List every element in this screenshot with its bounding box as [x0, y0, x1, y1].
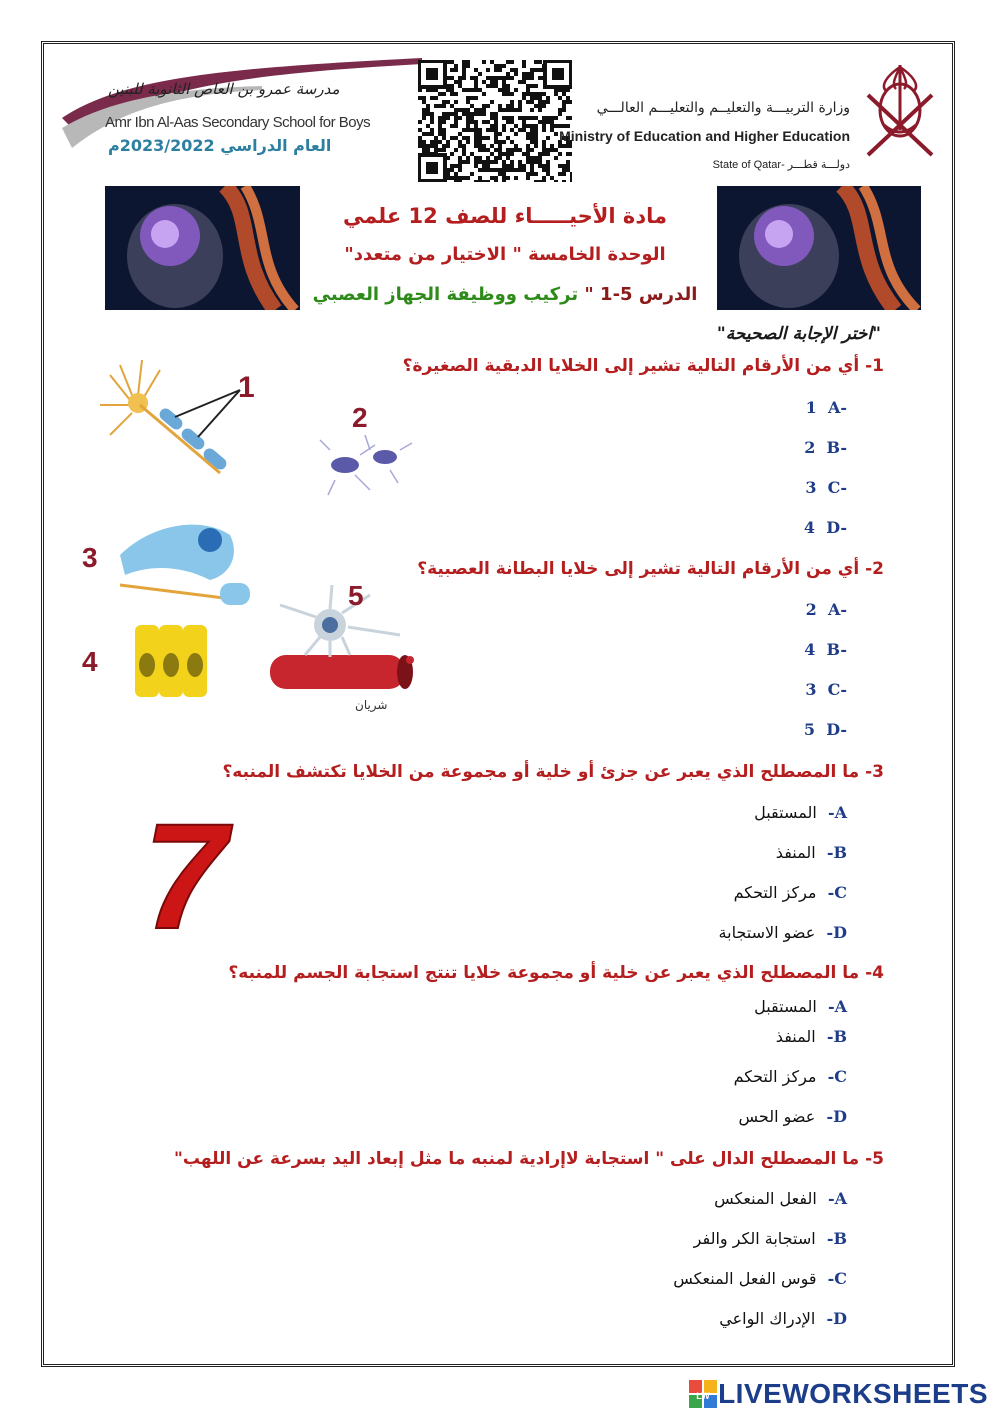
- liveworksheets-logo[interactable]: [688, 1376, 988, 1412]
- liveworksheets-mark-icon: [688, 1379, 718, 1409]
- q4-option-d[interactable]: D- عضو الحس: [738, 1107, 847, 1126]
- figure-cell-5: [270, 585, 414, 689]
- q5-option-c[interactable]: C- قوس الفعل المنعكس: [673, 1269, 847, 1288]
- question-2-text: 2- أي من الأرقام التالية تشير إلى خلايا البطانة العصبية؟: [417, 559, 884, 579]
- question-5-text: 5- ما المصطلح الدال على " استجابة لاإرادية لمنبه ما مثل إبعاد اليد بسرعة عن اللهب": [174, 1149, 884, 1169]
- figure-label-2: 2: [352, 402, 368, 433]
- lesson-prefix: الدرس 5-1 ": [584, 284, 698, 305]
- figure-cell-1: [100, 360, 240, 473]
- q4-option-b[interactable]: B- المنفذ: [775, 1027, 847, 1046]
- figure-label-5: 5: [348, 580, 364, 611]
- school-name-english: Amr Ibn Al-Aas Secondary School for Boys: [105, 114, 371, 131]
- q2-option-c[interactable]: 3 C-: [805, 680, 847, 699]
- brain-illustration-left: [105, 186, 300, 310]
- q3-option-b[interactable]: B- المنفذ: [775, 843, 847, 862]
- brand-mark-text: LW: [696, 1391, 710, 1401]
- qatar-emblem-icon: [858, 55, 942, 170]
- lesson-title: [300, 284, 710, 305]
- q1-option-d[interactable]: 4 D-: [803, 518, 847, 537]
- lesson-topic: تركيب ووظيفة الجهاز العصبي: [312, 284, 579, 305]
- subject-title: مادة الأحيـــــاء للصف 12 علمي: [342, 204, 667, 228]
- q3-option-c[interactable]: C- مركز التحكم: [733, 883, 847, 902]
- q4-option-a[interactable]: A- المستقبل: [754, 997, 847, 1016]
- figure-label-1: 1: [238, 371, 255, 404]
- question-4-text: 4- ما المصطلح الذي يعبر عن خلية أو مجموعة خلايا تنتج استجابة الجسم للمنبه؟: [228, 963, 884, 983]
- brain-illustration-right: [717, 186, 921, 310]
- ministry-name-arabic: وزارة التربيـــة والتعليــم والتعليـــم العالـــي: [596, 100, 850, 116]
- q1-option-a[interactable]: 1 A-: [805, 398, 847, 417]
- neuroglia-figure: [80, 355, 440, 725]
- school-name-arabic: مدرسة عمرو بن العاص الثانوية للبنين: [108, 80, 340, 98]
- state-label: State of Qatar- دولـــة قطـــر: [712, 159, 850, 171]
- q2-option-a[interactable]: 2 A-: [805, 600, 847, 619]
- q5-option-d[interactable]: D- الإدراك الواعي: [719, 1309, 847, 1328]
- q3-option-d[interactable]: D- عضو الاستجابة: [718, 923, 847, 942]
- ministry-name-english: Ministry of Education and Higher Education: [559, 128, 850, 144]
- qr-code: [418, 60, 572, 182]
- question-3-text: 3- ما المصطلح الذي يعبر عن جزئ أو خلية أو مجموعة من الخلايا تكتشف المنبه؟: [222, 762, 884, 782]
- unit-title: الوحدة الخامسة " الاختيار من متعدد": [344, 244, 666, 265]
- instruction: "اختر الإجابة الصحيحة": [716, 324, 881, 344]
- figure-label-3: 3: [82, 542, 98, 573]
- question-1-text: 1- أي من الأرقام التالية تشير إلى الخلايا الدبقية الصغيرة؟: [402, 356, 884, 376]
- score-mark: [130, 800, 240, 940]
- artery-label: شريان: [355, 698, 388, 712]
- figure-cell-3: [120, 525, 250, 605]
- q2-option-b[interactable]: 4 B-: [804, 640, 847, 659]
- score-number: 7: [143, 800, 227, 940]
- figure-cell-2: [320, 435, 412, 495]
- q5-option-a[interactable]: A- الفعل المنعكس: [714, 1189, 847, 1208]
- q1-option-b[interactable]: 2 B-: [804, 438, 847, 457]
- q3-option-a[interactable]: A- المستقبل: [754, 803, 847, 822]
- figure-label-4: 4: [82, 646, 98, 677]
- figure-cell-4: [135, 625, 207, 697]
- q5-option-b[interactable]: B- استجابة الكر والفر: [693, 1229, 847, 1248]
- liveworksheets-wordmark: LIVEWORKSHEETS: [718, 1378, 988, 1409]
- q4-option-c[interactable]: C- مركز التحكم: [733, 1067, 847, 1086]
- school-year: العام الدراسي 2023/2022م: [108, 136, 332, 155]
- q2-option-d[interactable]: 5 D-: [803, 720, 847, 739]
- q1-option-c[interactable]: 3 C-: [805, 478, 847, 497]
